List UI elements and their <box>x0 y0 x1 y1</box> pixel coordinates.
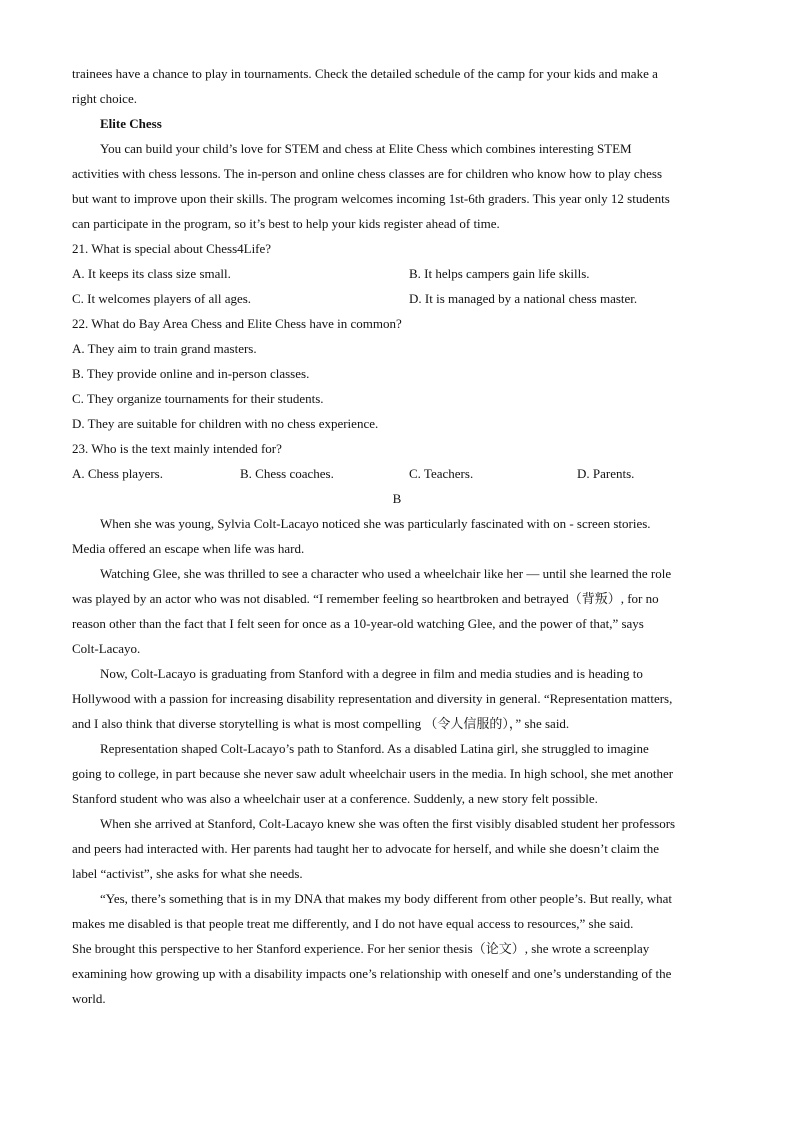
question-21-stem: 21. What is special about Chess4Life? <box>72 241 272 256</box>
passage-b-line: Colt-Lacayo. <box>72 641 141 656</box>
elite-line-2: activities with chess lessons. The in-person and online chess classes are for children who know how to play chess <box>72 166 663 181</box>
elite-line-1: You can build your child’s love for STEM and chess at Elite Chess which combines interesting STEM <box>100 141 632 156</box>
passage-b-line: going to college, in part because she never saw adult wheelchair users in the media. In high school, she met another <box>72 766 674 781</box>
passage-b-line: Stanford student who was also a wheelchair user at a conference. Suddenly, a new story felt possible. <box>72 791 598 806</box>
passage-b-line: makes me disabled is that people treat me differently, and I do not have equal access to resources,” she said. <box>72 916 634 931</box>
passage-b-line: When she was young, Sylvia Colt-Lacayo noticed she was particularly fascinated with on - screen stories. <box>100 516 651 531</box>
passage-b-line: Media offered an escape when life was hard. <box>72 541 305 556</box>
passage-b-line: Now, Colt-Lacayo is graduating from Stanford with a degree in film and media studies and is heading to <box>100 666 643 681</box>
passage-b-line: reason other than the fact that I felt seen for once as a 10-year-old watching Glee, and the power of that,” says <box>72 616 644 631</box>
question-21-option-d: D. It is managed by a national chess master. <box>409 291 638 306</box>
passage-b-line: examining how growing up with a disability impacts one’s relationship with oneself and one’s understanding of the <box>72 966 672 981</box>
passage-a-line-1: trainees have a chance to play in tournaments. Check the detailed schedule of the camp for your kids and make a <box>72 66 658 81</box>
passage-b-line: label “activist”, she asks for what she needs. <box>72 866 303 881</box>
elite-chess-heading: Elite Chess <box>100 116 162 131</box>
passage-b-line: and I also think that diverse storytelling is what is most compelling （令人信服的），” she said. <box>72 716 570 731</box>
question-23-option-b: B. Chess coaches. <box>240 466 334 481</box>
question-22-option-a: A. They aim to train grand masters. <box>72 341 257 356</box>
passage-b-line: and peers had interacted with. Her parents had taught her to advocate for herself, and while she doesn’t claim the <box>72 841 660 856</box>
passage-b-line: Representation shaped Colt-Lacayo’s path to Stanford. As a disabled Latina girl, she struggled to imagine <box>100 741 649 756</box>
question-23-option-d: D. Parents. <box>577 466 635 481</box>
question-23-option-a: A. Chess players. <box>72 466 163 481</box>
question-22-stem: 22. What do Bay Area Chess and Elite Chess have in common? <box>72 316 402 331</box>
passage-a-line-2: right choice. <box>72 91 137 106</box>
passage-b-line: Watching Glee, she was thrilled to see a character who used a wheelchair like her — until she learned the role <box>100 566 672 581</box>
passage-b-line: She brought this perspective to her Stanford experience. For her senior thesis（论文）, she wrote a screenplay <box>72 941 650 956</box>
passage-b-line: “Yes, there’s something that is in my DNA that makes my body different from other people’s. But really, what <box>100 891 673 906</box>
elite-line-3: but want to improve upon their skills. The program welcomes incoming 1st-6th graders. This year only 12 students <box>72 191 670 206</box>
passage-b-line: world. <box>72 991 106 1006</box>
passage-b-line: Hollywood with a passion for increasing disability representation and diversity in general. “Representation matters, <box>72 691 673 706</box>
elite-line-4: can participate in the program, so it’s best to help your kids register ahead of time. <box>72 216 500 231</box>
question-22-option-c: C. They organize tournaments for their students. <box>72 391 324 406</box>
passage-b-line: was played by an actor who was not disabled. “I remember feeling so heartbroken and betrayed（背叛）, for no <box>72 591 659 606</box>
passage-b-line: When she arrived at Stanford, Colt-Lacayo knew she was often the first visibly disabled student her professors <box>100 816 676 831</box>
section-b-label: B <box>392 491 402 506</box>
question-21-option-b: B. It helps campers gain life skills. <box>409 266 590 281</box>
question-21-option-c: C. It welcomes players of all ages. <box>72 291 252 306</box>
question-22-option-b: B. They provide online and in-person classes. <box>72 366 310 381</box>
question-21-option-a: A. It keeps its class size small. <box>72 266 231 281</box>
question-23-stem: 23. Who is the text mainly intended for? <box>72 441 282 456</box>
question-23-option-c: C. Teachers. <box>409 466 474 481</box>
question-22-option-d: D. They are suitable for children with no chess experience. <box>72 416 379 431</box>
